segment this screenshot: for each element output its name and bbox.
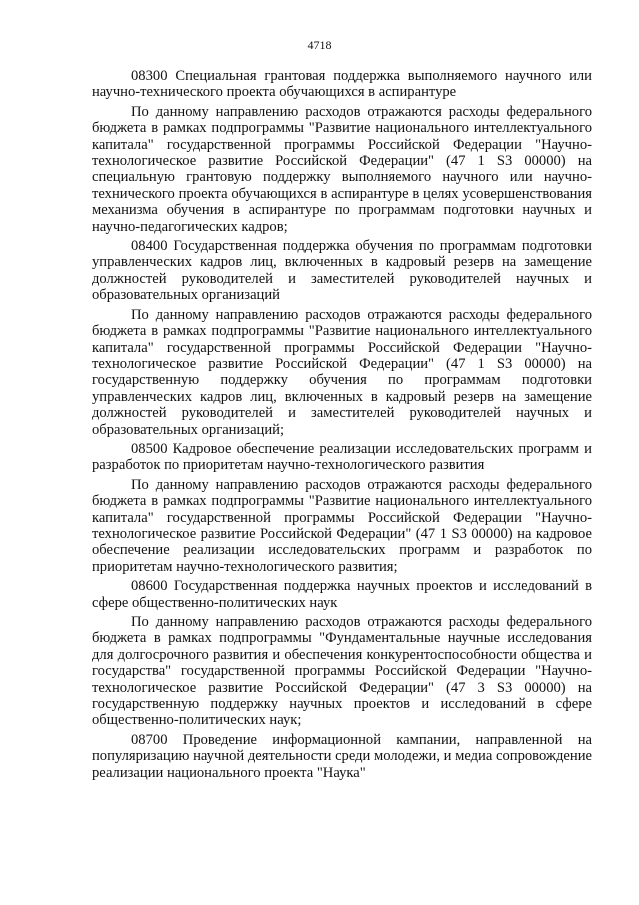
paragraph-08400-heading: 08400 Государственная поддержка обучения по программам подготовки управленческих кадров лиц, включенных в кадровый резерв на замещение должностей руководителей и заместителей руководителей научных и образовательных организаций [92,238,592,304]
paragraph-08500-description: По данному направлению расходов отражаются расходы федерального бюджета в рамках подпрограммы "Развитие национального интеллектуального капитала" государственной программы Российской Федерации "Научно-технологическое развитие Российской Федерации" (47 1 S3 00000) на кадровое обеспечение реализации исследовательских программ и разработок по приоритетам научно-технологического развития; [92,476,592,575]
paragraph-08700-heading: 08700 Проведение информационной кампании, направленной на популяризацию научной деятельности среди молодежи, и медиа сопровождение реализации национального проекта "Наука" [92,731,592,781]
paragraph-08600-description: По данному направлению расходов отражаются расходы федерального бюджета в рамках подпрограммы "Фундаментальные научные исследования для долгосрочного развития и обеспечения конкурентоспособности общества и государства" государственной программы Российской Федерации "Научно-технологическое развитие Российской Федерации" (47 3 S3 00000) на государственную поддержку научных проектов и исследований в сфере общественно-политических наук; [92,614,592,729]
paragraph-08300-description: По данному направлению расходов отражаются расходы федерального бюджета в рамках подпрограммы "Развитие национального интеллектуального капитала" государственной программы Российской Федерации "Научно-технологическое развитие Российской Федерации" (47 1 S3 00000) на специальную грантовую поддержку выполняемого научного или научно-технического проекта обучающихся в аспирантуре в целях усовершенствования механизма обучения в аспирантуре по программам подготовки научных и научно-педагогических кадров; [92,103,592,235]
paragraph-08300-heading: 08300 Специальная грантовая поддержка выполняемого научного или научно-технического проекта обучающихся в аспирантуре [92,68,592,101]
paragraph-08600-heading: 08600 Государственная поддержка научных проектов и исследований в сфере общественно-политических наук [92,578,592,611]
page-number: 4718 [307,38,332,52]
document-body [92,68,592,784]
paragraph-08500-heading: 08500 Кадровое обеспечение реализации исследовательских программ и разработок по приоритетам научно-технологического развития [92,440,592,474]
paragraph-08400-description: По данному направлению расходов отражаются расходы федерального бюджета в рамках подпрограммы "Развитие национального интеллектуального капитала" государственной программы Российской Федерации "Научно-технологическое развитие Российской Федерации" (47 1 S3 00000) на государственную поддержку обучения по программам подготовки управленческих кадров лиц, включенных в кадровый резерв на замещение должностей руководителей и заместителей руководителей научных и образовательных организаций; [92,306,592,438]
